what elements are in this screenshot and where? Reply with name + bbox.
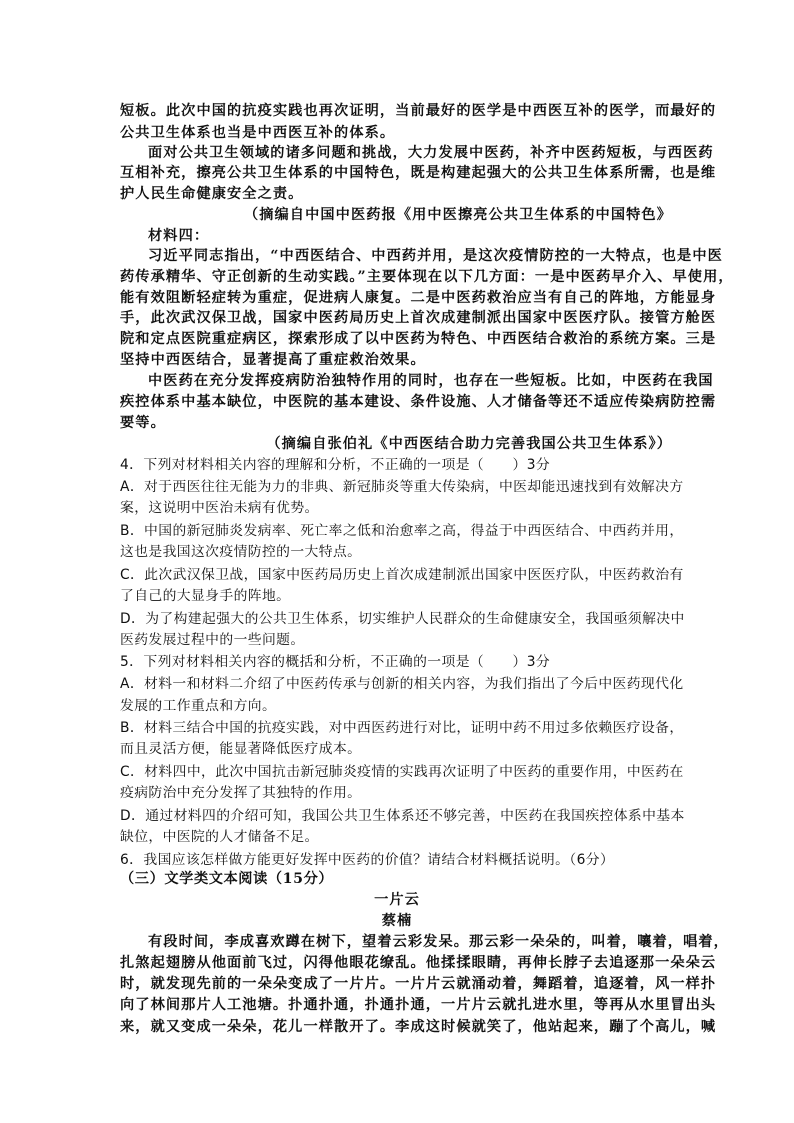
question-6-stem: 6．我国应该怎样做方能更好发挥中医药的价值？请结合材料概括说明。（6分） [120,852,615,868]
material4-line: 药传承精华、守正创新的生动实践。”主要体现在以下几方面：一是中医药早介入、早使用， [120,269,734,285]
material3-line: 面对公共卫生领域的诸多问题和挑战，大力发展中医药，补齐中医药短板，与西医药 [148,145,714,161]
question-4-option-c: C．此次武汉保卫战，国家中医药局历史上首次成建制派出国家中医医疗队，中医药救治有 [120,567,684,583]
question-4-option-b: B．中国的新冠肺炎发病率、死亡率之低和治愈率之高，得益于中西医结合、中西药并用， [120,523,684,539]
question-4-option-b-cont: 这也是我国这次疫情防控的一大特点。 [120,544,362,560]
story-line: 扎煞起翅膀从他面前飞过，闪得他眼花缭乱。他揉揉眼睛，再伸长脖子去追逐那一朵朵云 [120,955,717,971]
material4-line: 疾控体系中基本缺位，中医院的基本建设、条件设施、人才储备等还不适应传染病防控需 [120,394,717,410]
question-5-option-b-cont: 而且灵活方便，能显著降低医疗成本。 [120,741,362,757]
material4-source: （摘编自张伯礼《中西医结合助力完善我国公共卫生体系》） [266,436,672,452]
material4-line: 中医药在充分发挥疫病防治独特作用的同时，也存在一些短板。比如，中医药在我国 [148,373,714,389]
story-line: 有段时间，李成喜欢蹲在树下，望着云彩发呆。那云彩一朵朵的，叫着，嚷着，唱着， [148,934,729,950]
material4-line: 手，此次武汉保卫战，国家中医药局历史上首次成建制派出国家中医医疗队。接管方舱医 [120,310,717,326]
story-title: 一片云 [374,892,420,908]
material4-line: 坚持中西医结合，显著提高了重症救治效果。 [120,352,426,368]
question-5-option-b: B．材料三结合中国的抗疫实践，对中西医药进行对比，证明中药不用过多依赖医疗设备， [120,720,684,736]
material3-line: 护人民生命健康安全之责。 [120,186,304,202]
question-5-option-a: A．材料一和材料二介绍了中医药传承与创新的相关内容，为我们指出了今后中医药现代化 [120,676,684,692]
section-heading: （三）文学类文本阅读（15分） [120,871,334,887]
material4-heading: 材料四： [148,228,210,244]
material3-line: 公共卫生体系也当是中西医互补的体系。 [120,125,396,141]
question-4-stem: 4．下列对材料相关内容的理解和分析，不正确的一项是（ ）3分 [120,457,551,473]
question-5-option-d-cont: 缺位，中医院的人才储备不足。 [120,829,319,845]
question-5-option-d: D．通过材料四的介绍可知，我国公共卫生体系还不够完善，中医药在我国疾控体系中基本 [120,808,685,824]
question-5-stem: 5．下列对材料相关内容的概括和分析，不正确的一项是（ ）3分 [120,654,551,670]
question-4-option-a: A．对于西医往往无能为力的非典、新冠肺炎等重大传染病，中医却能迅速找到有效解决方 [120,479,684,495]
material4-line: 院和定点医院重症病区，探索形成了以中医药为特色、中西医结合救治的系统方案。三是 [120,331,717,347]
material4-line: 要等。 [120,415,166,431]
material3-source: （摘编自中国中医药报《用中医擦亮公共卫生体系的中国特色》 [243,207,672,223]
question-5-option-c: C．材料四中，此次中国抗击新冠肺炎疫情的实践再次证明了中医药的重要作用，中医药在 [120,764,684,780]
question-4-option-c-cont: 了自己的大显身手的阵地。 [120,588,291,604]
question-5-option-c-cont: 疫病防治中充分发挥了其独特的作用。 [120,785,362,801]
material3-line: 短板。此次中国的抗疫实践也再次证明，当前最好的医学是中西医互补的医学，而最好的 [120,103,717,119]
material3-line: 互相补充，擦亮公共卫生体系的中国特色，既是构建起强大的公共卫生体系所需，也是维 [120,165,717,181]
story-line: 向了林间那片人工池塘。扑通扑通，扑通扑通，一片片云就扎进水里，等再从水里冒出头 [120,997,717,1013]
question-4-option-a-cont: 案，这说明中医治未病有优势。 [120,500,319,516]
story-line: 时，就发现先前的一朵朵变成了一片片。一片片云就涌动着，舞蹈着，追逐着，风一样扑 [120,976,717,992]
material4-line: 能有效阻断轻症转为重症，促进病人康复。二是中医药救治应当有自己的阵地，方能显身 [120,290,717,306]
question-4-option-d-cont: 医药发展过程中的一些问题。 [120,632,305,648]
material4-line: 习近平同志指出，“中西医结合、中西药并用，是这次疫情防控的一大特点，也是中医 [148,248,723,264]
question-4-option-d: D．为了构建起强大的公共卫生体系，切实维护人民群众的生命健康安全，我国亟须解决中 [120,611,685,627]
question-5-option-a-cont: 发展的工作重点和方向。 [120,698,277,714]
story-line: 来，就又变成一朵朵，花儿一样散开了。李成这时候就笑了，他站起来，蹦了个高儿，喊 [120,1019,717,1035]
story-author: 蔡楠 [381,913,413,929]
